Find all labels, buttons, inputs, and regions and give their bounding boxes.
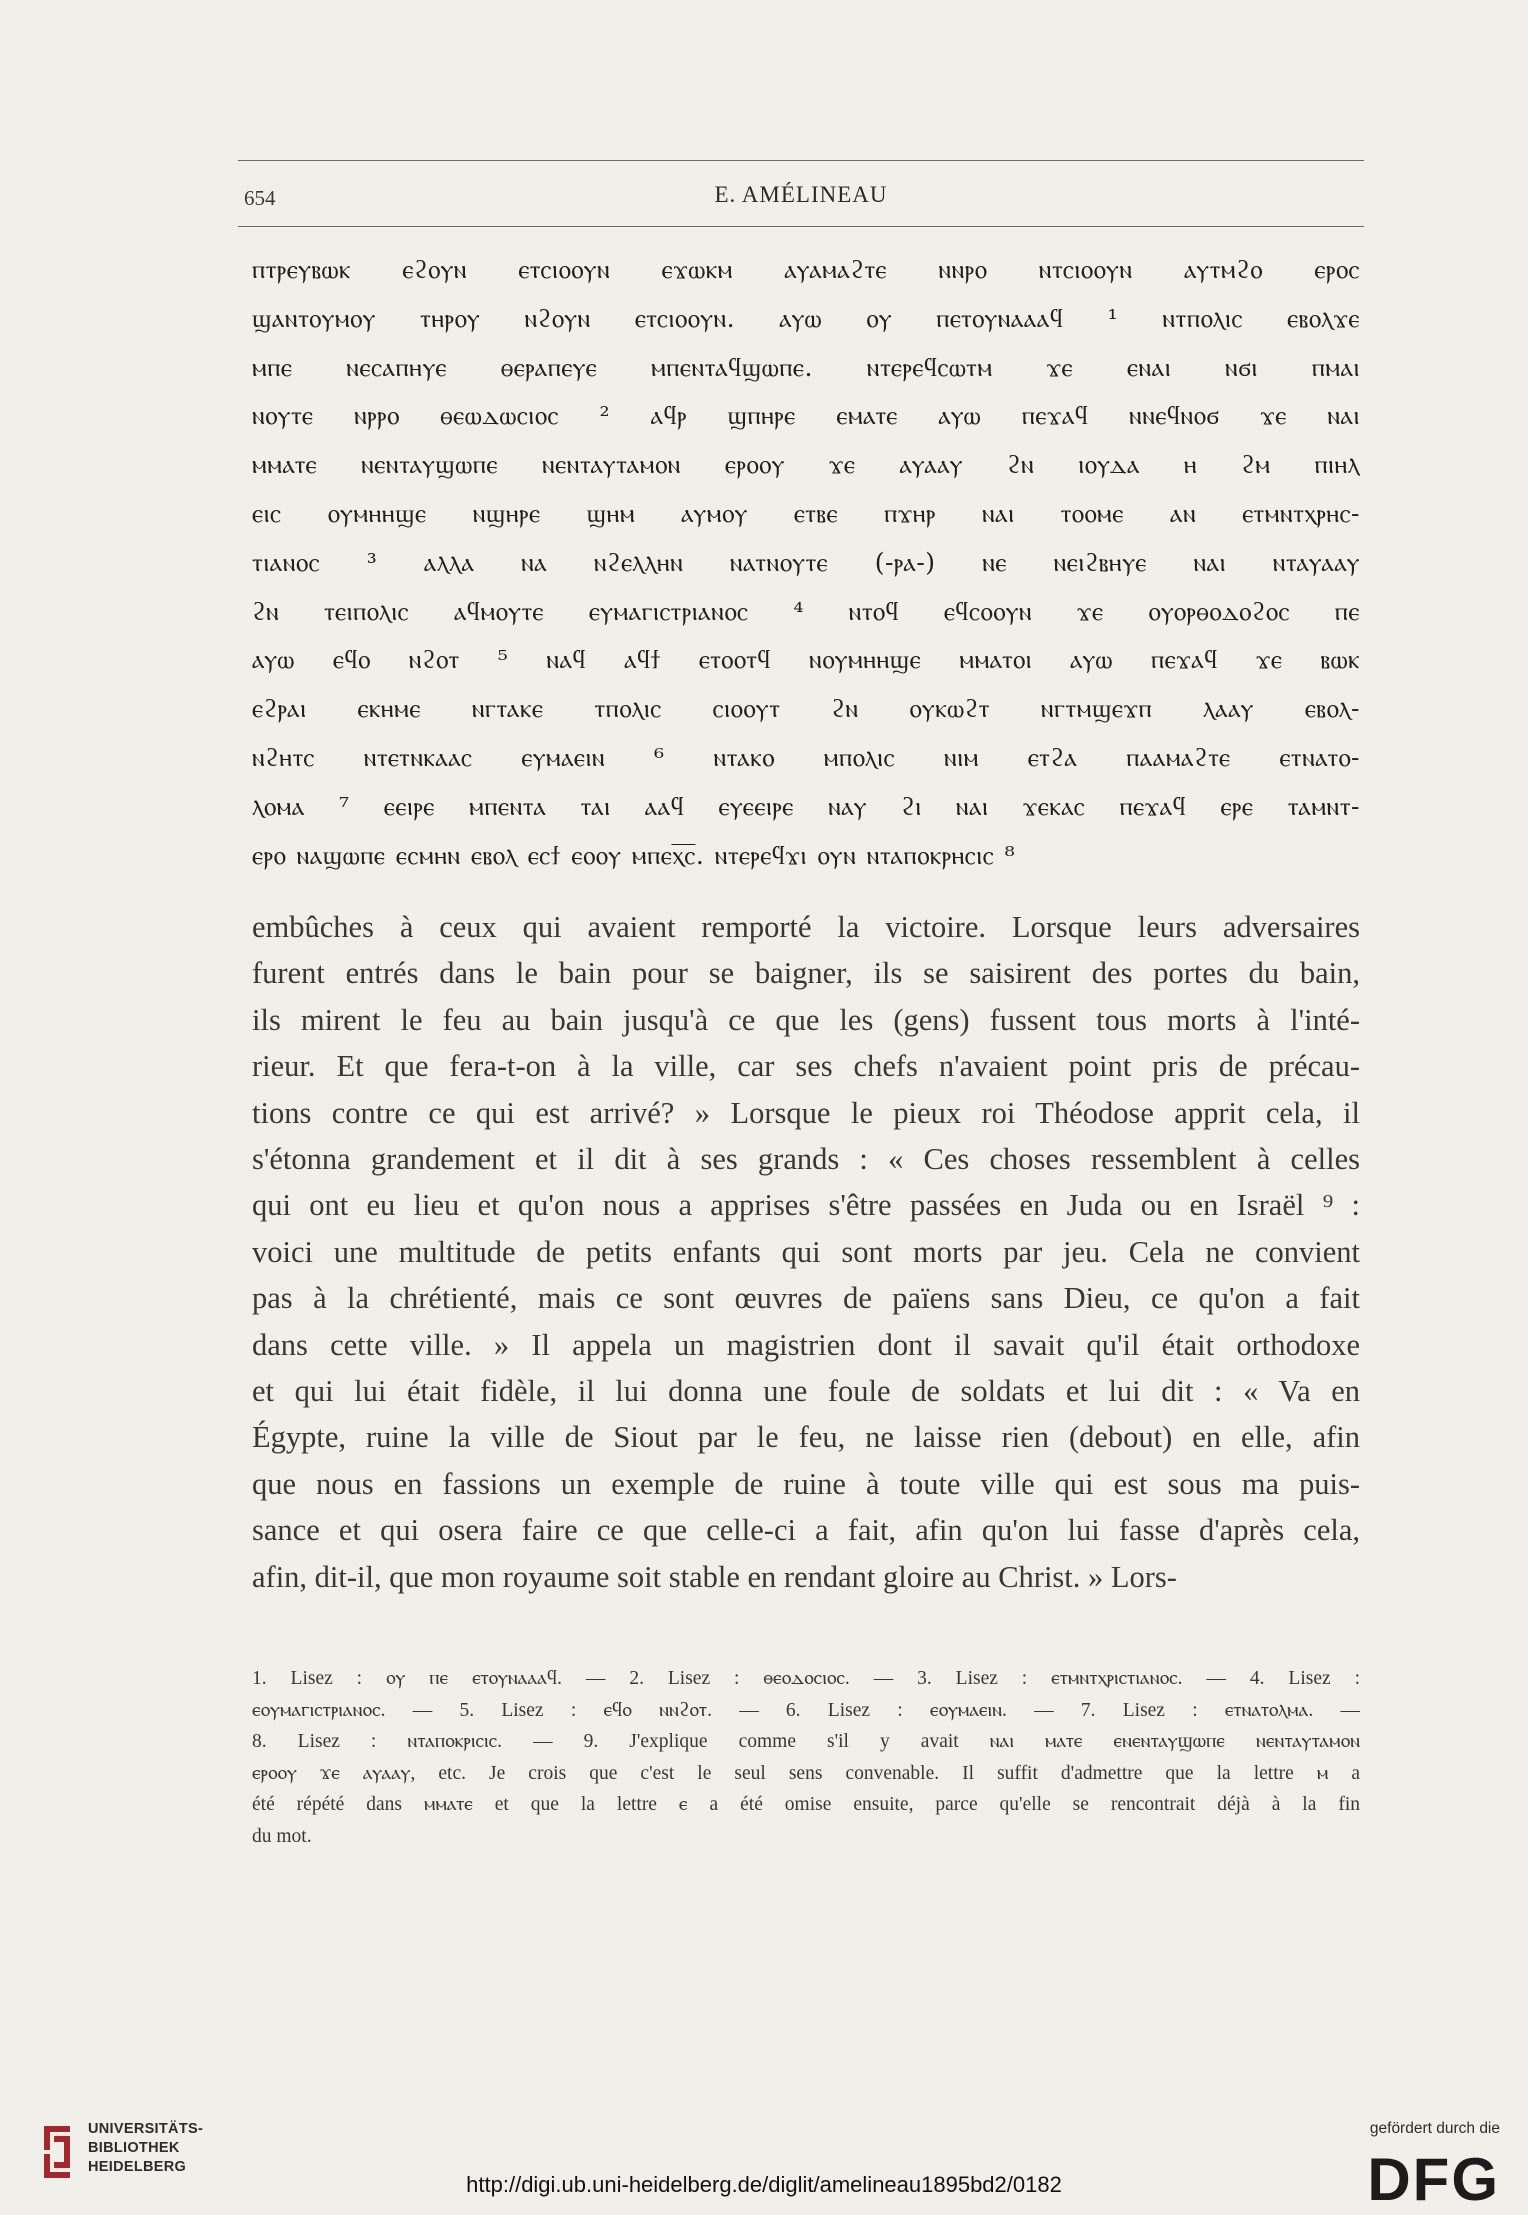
library-name-line: UNIVERSITÄTS- [88,2121,204,2137]
french-line: rieur. Et que fera-t-on à la ville, car ses chefs n'avaient point pris de précau- [252,1049,1360,1084]
footnote-line: du mot. [252,1825,312,1847]
french-line: et qui lui était fidèle, il lui donna une foule de soldats et lui dit : « Va en [252,1374,1360,1409]
library-logo-icon [40,2120,74,2178]
french-line: sance et qui osera faire ce que celle-ci a fait, afin qu'on lui fasse d'après cela, [252,1513,1360,1548]
footnote-line: 8. Lisez : ⲛⲧⲁⲡⲟⲕⲣⲓⲥⲓⲥ. — 9. J'explique comme s'il y avait ⲛⲁⲓ ⲙⲁⲧⲉ ⲉⲛⲉⲛⲧⲁⲩϣⲱⲡⲉ ⲛⲉⲛⲧⲁⲩⲧⲁⲙⲟⲛ [252,1731,1360,1753]
page-number: 654 [244,186,276,210]
coptic-line: ⲛⲟⲩⲧⲉ ⲛⲣⲣⲟ ⲑⲉⲱⲇⲱⲥⲓⲟⲥ ² ⲁϥⲣ ϣⲡⲏⲣⲉ ⲉⲙⲁⲧⲉ ⲁⲩⲱ ⲡⲉϫⲁϥ ⲛⲛⲉϥⲛⲟϭ ϫⲉ ⲛⲁⲓ [252,401,1360,431]
coptic-line: ϩⲛ ⲧⲉⲓⲡⲟⲗⲓⲥ ⲁϥⲙⲟⲩⲧⲉ ⲉⲩⲙⲁⲅⲓⲥⲧⲣⲓⲁⲛⲟⲥ ⁴ ⲛⲧⲟϥ ⲉϥⲥⲟⲟⲩⲛ ϫⲉ ⲟⲩⲟⲣⲑⲟⲇⲟϩⲟⲥ ⲡⲉ [252,596,1360,626]
footnote-line: ⲉⲟⲩⲙⲁⲅⲓⲥⲧⲣⲓⲁⲛⲟⲥ. — 5. Lisez : ⲉϥⲟ ⲛⲛϩⲟⲧ. — 6. Lisez : ⲉⲟⲩⲙⲁⲉⲓⲛ. — 7. Lisez : ⲉⲧⲛⲁⲧⲟⲗⲙⲁ. — [252,1699,1360,1721]
running-header [238,180,1364,220]
footnote-line: ⲉⲣⲟⲟⲩ ϫⲉ ⲁⲩⲁⲁⲩ, etc. Je crois que c'est le seul sens convenable. Il suffit d'admettre que la lettre ⲙ a [252,1762,1360,1784]
coptic-line: ⲡⲧⲣⲉⲩⲃⲱⲕ ⲉϩⲟⲩⲛ ⲉⲧⲥⲓⲟⲟⲩⲛ ⲉϫⲱⲕⲙ ⲁⲩⲁⲙⲁϩⲧⲉ ⲛⲛⲣⲟ ⲛⲧⲥⲓⲟⲟⲩⲛ ⲁⲩⲧⲙϩⲟ ⲉⲣⲟⲥ [252,255,1360,284]
library-name [88,2120,203,2177]
footnote-line: 1. Lisez : ⲟⲩ ⲡⲉ ⲉⲧⲟⲩⲛⲁⲁⲁϥ. — 2. Lisez : ⲑⲉⲟⲇⲟⲥⲓⲟⲥ. — 3. Lisez : ⲉⲧⲙⲛⲧⲭⲣⲓⲥⲧⲓⲁⲛⲟⲥ. — 4. Lisez : [252,1668,1360,1689]
library-name-line: BIBLIOTHEK [88,2140,180,2156]
library-name-line: HEIDELBERG [88,2159,187,2175]
coptic-line: ⲙⲡⲉ ⲛⲉⲥⲁⲡⲏⲩⲉ ⲑⲉⲣⲁⲡⲉⲩⲉ ⲙⲡⲉⲛⲧⲁϥϣⲱⲡⲉ. ⲛⲧⲉⲣⲉϥⲥⲱⲧⲙ ϫⲉ ⲉⲛⲁⲓ ⲛϭⲓ ⲡⲙⲁⲓ [252,352,1360,382]
digitization-footer [0,2100,1528,2215]
footnote-line: été répété dans ⲙⲙⲁⲧⲉ et que la lettre ⲉ a été omise ensuite, parce qu'elle se rencontrait déjà à la fin [252,1794,1360,1816]
header-rule [238,226,1364,227]
coptic-line: ϣⲁⲛⲧⲟⲩⲙⲟⲩ ⲧⲏⲣⲟⲩ ⲛϩⲟⲩⲛ ⲉⲧⲥⲓⲟⲟⲩⲛ. ⲁⲩⲱ ⲟⲩ ⲡⲉⲧⲟⲩⲛⲁⲁⲁϥ ¹ ⲛⲧⲡⲟⲗⲓⲥ ⲉⲃⲟⲗϫⲉ [252,303,1360,333]
coptic-line: ⲉⲓⲥ ⲟⲩⲙⲏⲏϣⲉ ⲛϣⲏⲣⲉ ϣⲏⲙ ⲁⲩⲙⲟⲩ ⲉⲧⲃⲉ ⲡϫⲏⲣ ⲛⲁⲓ ⲧⲟⲟⲙⲉ ⲁⲛ ⲉⲧⲙⲛⲧⲭⲣⲏⲥ- [252,498,1360,528]
coptic-line: ⲉⲣⲟ ⲛⲁϣⲱⲡⲉ ⲉⲥⲙⲏⲛ ⲉⲃⲟⲗ ⲉⲥϯ ⲉⲟⲟⲩ ⲙⲡⲉⲭ̅ⲥ̅. ⲛⲧⲉⲣⲉϥϫⲓ ⲟⲩⲛ ⲛⲧⲁⲡⲟⲕⲣⲏⲥⲓⲥ ⁸ [252,840,1016,870]
dfg-logo: DFG [1367,2146,1500,2213]
coptic-line: ⲛϩⲏⲧⲥ ⲛⲧⲉⲧⲛⲕⲁⲁⲥ ⲉⲩⲙⲁⲉⲓⲛ ⁶ ⲛⲧⲁⲕⲟ ⲙⲡⲟⲗⲓⲥ ⲛⲓⲙ ⲉⲧϩⲁ ⲡⲁⲁⲙⲁϩⲧⲉ ⲉⲧⲛⲁⲧⲟ- [252,742,1360,772]
french-line: dans cette ville. » Il appela un magistrien dont il savait qu'il était orthodoxe [252,1327,1360,1362]
french-line: voici une multitude de petits enfants qui sont morts par jeu. Cela ne convient [252,1234,1360,1269]
french-line: afin, dit-il, que mon royaume soit stable en rendant gloire au Christ. » Lors- [252,1559,1177,1594]
coptic-line: ⲙⲙⲁⲧⲉ ⲛⲉⲛⲧⲁⲩϣⲱⲡⲉ ⲛⲉⲛⲧⲁⲩⲧⲁⲙⲟⲛ ⲉⲣⲟⲟⲩ ϫⲉ ⲁⲩⲁⲁⲩ ϩⲛ ⲓⲟⲩⲇⲁ ⲏ ϩⲙ ⲡⲓⲏⲗ [252,450,1360,480]
french-translation-block [252,904,1360,1600]
french-line: furent entrés dans le bain pour se baigner, ils se saisirent des portes du bain, [252,956,1360,991]
french-line: que nous en fassions un exemple de ruine à toute ville qui est sous ma puis- [252,1466,1360,1501]
french-line: ils mirent le feu au bain jusqu'à ce que les (gens) fussent tous morts à l'inté- [252,1002,1360,1037]
coptic-line: ⲁⲩⲱ ⲉϥⲟ ⲛϩⲟⲧ ⁵ ⲛⲁϥ ⲁϥϯ ⲉⲧⲟⲟⲧϥ ⲛⲟⲩⲙⲏⲏϣⲉ ⲙⲙⲁⲧⲟⲓ ⲁⲩⲱ ⲡⲉϫⲁϥ ϫⲉ ⲃⲱⲕ [252,645,1360,675]
french-line: embûches à ceux qui avaient remporté la victoire. Lorsque leurs adversaires [252,910,1360,944]
coptic-line: ⲉϩⲣⲁⲓ ⲉⲕⲏⲙⲉ ⲛⲅⲧⲁⲕⲉ ⲧⲡⲟⲗⲓⲥ ⲥⲓⲟⲟⲩⲧ ϩⲛ ⲟⲩⲕⲱϩⲧ ⲛⲅⲧⲙϣⲉϫⲡ ⲗⲁⲁⲩ ⲉⲃⲟⲗ- [252,694,1360,724]
french-line: tions contre ce qui est arrivé? » Lorsque le pieux roi Théodose apprit cela, il [252,1095,1360,1130]
french-line: Égypte, ruine la ville de Siout par le feu, ne laisse rien (debout) en elle, afin [252,1420,1360,1455]
coptic-line: ⲧⲓⲁⲛⲟⲥ ³ ⲁⲗⲗⲁ ⲛⲁ ⲛϩⲉⲗⲗⲏⲛ ⲛⲁⲧⲛⲟⲩⲧⲉ (-ⲣⲁ-) ⲛⲉ ⲛⲉⲓϩⲃⲏⲩⲉ ⲛⲁⲓ ⲛⲧⲁⲩⲁⲁⲩ [252,547,1360,577]
french-line: s'étonna grandement et il dit à ses grands : « Ces choses ressemblent à celles [252,1142,1360,1177]
coptic-line: ⲗⲟⲙⲁ ⁷ ⲉⲉⲓⲣⲉ ⲙⲡⲉⲛⲧⲁ ⲧⲁⲓ ⲁⲁϥ ⲉⲩⲉⲉⲓⲣⲉ ⲛⲁⲩ ϩⲓ ⲛⲁⲓ ϫⲉⲕⲁⲥ ⲡⲉϫⲁϥ ⲉⲣⲉ ⲧⲁⲙⲛⲧ- [252,791,1360,821]
coptic-text-block [252,246,1360,880]
french-line: pas à la chrétienté, mais ce sont œuvres de païens sans Dieu, ce qu'on a fait [252,1281,1360,1316]
funding-label: gefördert durch die [1369,2120,1500,2137]
source-url-link[interactable]: http://digi.ub.uni-heidelberg.de/diglit/amelineau1895bd2/0182 [466,2172,1062,2197]
running-head-author: E. AMÉLINEAU [714,182,888,207]
footnotes-block [252,1663,1360,1853]
french-line: qui ont eu lieu et qu'on nous a apprises s'être passées en Juda ou en Israël ⁹ : [252,1188,1360,1223]
top-rule [238,160,1364,161]
